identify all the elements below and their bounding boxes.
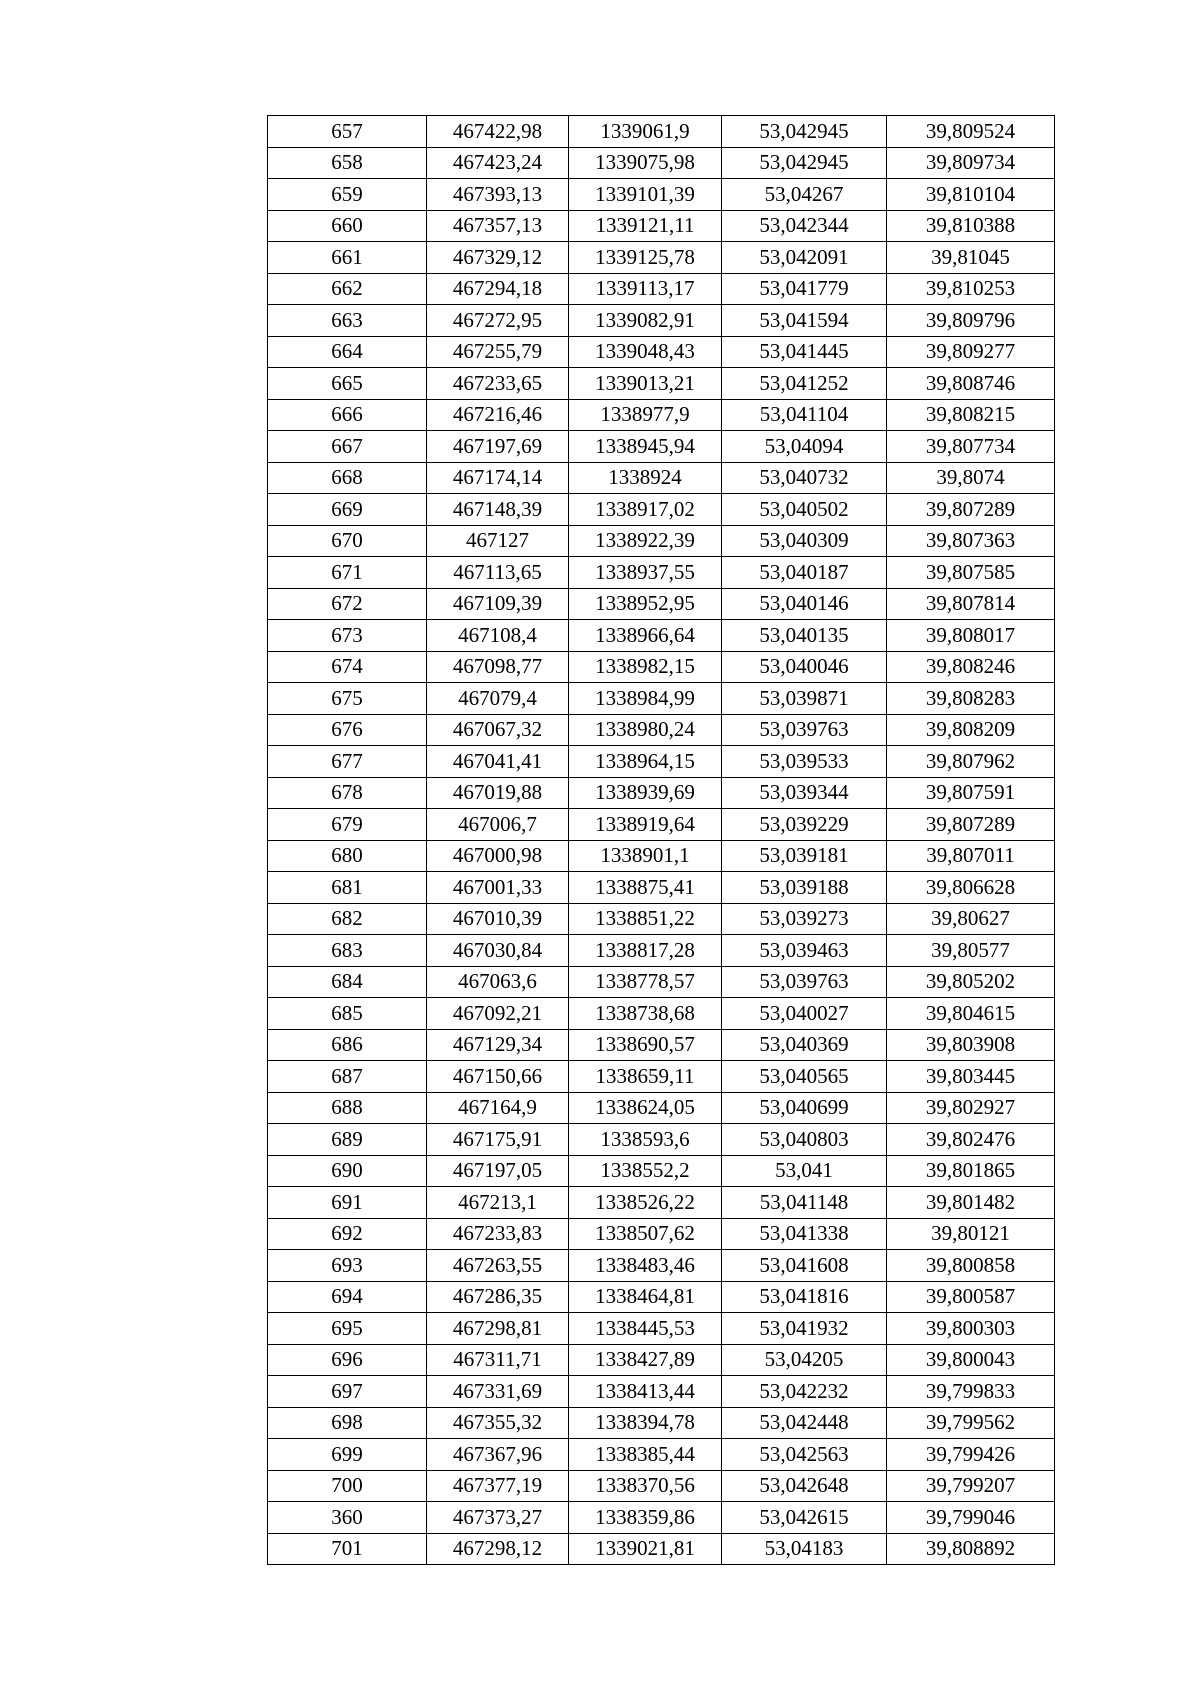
y-coordinate-cell: 1338917,02 [569, 494, 722, 526]
y-coordinate-cell: 1338922,39 [569, 525, 722, 557]
y-coordinate-cell: 1338964,15 [569, 746, 722, 778]
point-number-cell: 681 [268, 872, 427, 904]
longitude-cell: 39,810253 [887, 273, 1055, 305]
latitude-cell: 53,039344 [722, 777, 887, 809]
latitude-cell: 53,040135 [722, 620, 887, 652]
y-coordinate-cell: 1339061,9 [569, 116, 722, 148]
longitude-cell: 39,80577 [887, 935, 1055, 967]
table-row [268, 840, 1055, 872]
table-row [268, 1250, 1055, 1282]
table-row [268, 935, 1055, 967]
latitude-cell: 53,041594 [722, 305, 887, 337]
x-coordinate-cell: 467233,83 [427, 1218, 569, 1250]
latitude-cell: 53,040502 [722, 494, 887, 526]
latitude-cell: 53,042448 [722, 1407, 887, 1439]
longitude-cell: 39,803908 [887, 1029, 1055, 1061]
latitude-cell: 53,041252 [722, 368, 887, 400]
latitude-cell: 53,040803 [722, 1124, 887, 1156]
x-coordinate-cell: 467233,65 [427, 368, 569, 400]
x-coordinate-cell: 467109,39 [427, 588, 569, 620]
y-coordinate-cell: 1338738,68 [569, 998, 722, 1030]
latitude-cell: 53,041104 [722, 399, 887, 431]
longitude-cell: 39,809796 [887, 305, 1055, 337]
x-coordinate-cell: 467197,69 [427, 431, 569, 463]
longitude-cell: 39,799046 [887, 1502, 1055, 1534]
y-coordinate-cell: 1338980,24 [569, 714, 722, 746]
latitude-cell: 53,042945 [722, 116, 887, 148]
latitude-cell: 53,041608 [722, 1250, 887, 1282]
table-row [268, 1470, 1055, 1502]
table-row [268, 525, 1055, 557]
longitude-cell: 39,800858 [887, 1250, 1055, 1282]
longitude-cell: 39,807962 [887, 746, 1055, 778]
x-coordinate-cell: 467393,13 [427, 179, 569, 211]
latitude-cell: 53,042648 [722, 1470, 887, 1502]
x-coordinate-cell: 467006,7 [427, 809, 569, 841]
longitude-cell: 39,809734 [887, 147, 1055, 179]
table-row [268, 588, 1055, 620]
table-row [268, 494, 1055, 526]
point-number-cell: 671 [268, 557, 427, 589]
table-row [268, 147, 1055, 179]
latitude-cell: 53,040146 [722, 588, 887, 620]
table-row [268, 1029, 1055, 1061]
x-coordinate-cell: 467423,24 [427, 147, 569, 179]
x-coordinate-cell: 467129,34 [427, 1029, 569, 1061]
latitude-cell: 53,039188 [722, 872, 887, 904]
y-coordinate-cell: 1338427,89 [569, 1344, 722, 1376]
point-number-cell: 658 [268, 147, 427, 179]
table-row [268, 1061, 1055, 1093]
table-row [268, 305, 1055, 337]
y-coordinate-cell: 1339101,39 [569, 179, 722, 211]
coordinates-table-body [268, 116, 1055, 1565]
table-row [268, 1218, 1055, 1250]
longitude-cell: 39,80121 [887, 1218, 1055, 1250]
x-coordinate-cell: 467213,1 [427, 1187, 569, 1219]
point-number-cell: 657 [268, 116, 427, 148]
longitude-cell: 39,8074 [887, 462, 1055, 494]
x-coordinate-cell: 467175,91 [427, 1124, 569, 1156]
longitude-cell: 39,807363 [887, 525, 1055, 557]
latitude-cell: 53,042232 [722, 1376, 887, 1408]
table-row [268, 651, 1055, 683]
latitude-cell: 53,042615 [722, 1502, 887, 1534]
table-row [268, 1439, 1055, 1471]
latitude-cell: 53,040046 [722, 651, 887, 683]
y-coordinate-cell: 1339082,91 [569, 305, 722, 337]
y-coordinate-cell: 1338359,86 [569, 1502, 722, 1534]
table-row [268, 557, 1055, 589]
table-row [268, 368, 1055, 400]
x-coordinate-cell: 467298,81 [427, 1313, 569, 1345]
table-row [268, 746, 1055, 778]
x-coordinate-cell: 467367,96 [427, 1439, 569, 1471]
latitude-cell: 53,04183 [722, 1533, 887, 1565]
y-coordinate-cell: 1338385,44 [569, 1439, 722, 1471]
y-coordinate-cell: 1338875,41 [569, 872, 722, 904]
y-coordinate-cell: 1338851,22 [569, 903, 722, 935]
table-row [268, 714, 1055, 746]
longitude-cell: 39,804615 [887, 998, 1055, 1030]
coordinates-table [267, 115, 1055, 1565]
latitude-cell: 53,042945 [722, 147, 887, 179]
longitude-cell: 39,809277 [887, 336, 1055, 368]
longitude-cell: 39,799207 [887, 1470, 1055, 1502]
table-row [268, 431, 1055, 463]
point-number-cell: 688 [268, 1092, 427, 1124]
y-coordinate-cell: 1338919,64 [569, 809, 722, 841]
latitude-cell: 53,041816 [722, 1281, 887, 1313]
point-number-cell: 698 [268, 1407, 427, 1439]
longitude-cell: 39,799426 [887, 1439, 1055, 1471]
x-coordinate-cell: 467174,14 [427, 462, 569, 494]
x-coordinate-cell: 467331,69 [427, 1376, 569, 1408]
y-coordinate-cell: 1339125,78 [569, 242, 722, 274]
point-number-cell: 699 [268, 1439, 427, 1471]
table-row [268, 1533, 1055, 1565]
point-number-cell: 663 [268, 305, 427, 337]
latitude-cell: 53,041779 [722, 273, 887, 305]
x-coordinate-cell: 467355,32 [427, 1407, 569, 1439]
longitude-cell: 39,800587 [887, 1281, 1055, 1313]
longitude-cell: 39,810388 [887, 210, 1055, 242]
x-coordinate-cell: 467150,66 [427, 1061, 569, 1093]
y-coordinate-cell: 1338901,1 [569, 840, 722, 872]
latitude-cell: 53,039763 [722, 714, 887, 746]
y-coordinate-cell: 1338984,99 [569, 683, 722, 715]
x-coordinate-cell: 467294,18 [427, 273, 569, 305]
point-number-cell: 685 [268, 998, 427, 1030]
longitude-cell: 39,800303 [887, 1313, 1055, 1345]
latitude-cell: 53,039533 [722, 746, 887, 778]
y-coordinate-cell: 1338945,94 [569, 431, 722, 463]
y-coordinate-cell: 1338659,11 [569, 1061, 722, 1093]
latitude-cell: 53,039763 [722, 966, 887, 998]
x-coordinate-cell: 467030,84 [427, 935, 569, 967]
longitude-cell: 39,808017 [887, 620, 1055, 652]
point-number-cell: 689 [268, 1124, 427, 1156]
table-row [268, 1376, 1055, 1408]
latitude-cell: 53,039181 [722, 840, 887, 872]
point-number-cell: 670 [268, 525, 427, 557]
table-row [268, 336, 1055, 368]
longitude-cell: 39,807591 [887, 777, 1055, 809]
point-number-cell: 695 [268, 1313, 427, 1345]
table-row [268, 399, 1055, 431]
point-number-cell: 673 [268, 620, 427, 652]
point-number-cell: 675 [268, 683, 427, 715]
longitude-cell: 39,808215 [887, 399, 1055, 431]
longitude-cell: 39,803445 [887, 1061, 1055, 1093]
y-coordinate-cell: 1338507,62 [569, 1218, 722, 1250]
y-coordinate-cell: 1338924 [569, 462, 722, 494]
y-coordinate-cell: 1338552,2 [569, 1155, 722, 1187]
latitude-cell: 53,040565 [722, 1061, 887, 1093]
table-row [268, 903, 1055, 935]
x-coordinate-cell: 467298,12 [427, 1533, 569, 1565]
latitude-cell: 53,039273 [722, 903, 887, 935]
x-coordinate-cell: 467272,95 [427, 305, 569, 337]
y-coordinate-cell: 1338464,81 [569, 1281, 722, 1313]
x-coordinate-cell: 467377,19 [427, 1470, 569, 1502]
y-coordinate-cell: 1339121,11 [569, 210, 722, 242]
y-coordinate-cell: 1338593,6 [569, 1124, 722, 1156]
x-coordinate-cell: 467098,77 [427, 651, 569, 683]
y-coordinate-cell: 1338778,57 [569, 966, 722, 998]
table-row [268, 620, 1055, 652]
table-row [268, 1502, 1055, 1534]
table-row [268, 116, 1055, 148]
x-coordinate-cell: 467108,4 [427, 620, 569, 652]
table-row [268, 1281, 1055, 1313]
latitude-cell: 53,042563 [722, 1439, 887, 1471]
point-number-cell: 677 [268, 746, 427, 778]
latitude-cell: 53,040027 [722, 998, 887, 1030]
x-coordinate-cell: 467197,05 [427, 1155, 569, 1187]
longitude-cell: 39,799562 [887, 1407, 1055, 1439]
point-number-cell: 360 [268, 1502, 427, 1534]
x-coordinate-cell: 467000,98 [427, 840, 569, 872]
x-coordinate-cell: 467255,79 [427, 336, 569, 368]
longitude-cell: 39,808892 [887, 1533, 1055, 1565]
x-coordinate-cell: 467422,98 [427, 116, 569, 148]
x-coordinate-cell: 467286,35 [427, 1281, 569, 1313]
x-coordinate-cell: 467001,33 [427, 872, 569, 904]
x-coordinate-cell: 467019,88 [427, 777, 569, 809]
latitude-cell: 53,039463 [722, 935, 887, 967]
table-row [268, 1407, 1055, 1439]
x-coordinate-cell: 467148,39 [427, 494, 569, 526]
latitude-cell: 53,041148 [722, 1187, 887, 1219]
longitude-cell: 39,807814 [887, 588, 1055, 620]
y-coordinate-cell: 1338817,28 [569, 935, 722, 967]
y-coordinate-cell: 1338977,9 [569, 399, 722, 431]
y-coordinate-cell: 1338413,44 [569, 1376, 722, 1408]
x-coordinate-cell: 467311,71 [427, 1344, 569, 1376]
longitude-cell: 39,800043 [887, 1344, 1055, 1376]
table-row [268, 683, 1055, 715]
y-coordinate-cell: 1338526,22 [569, 1187, 722, 1219]
point-number-cell: 672 [268, 588, 427, 620]
point-number-cell: 678 [268, 777, 427, 809]
point-number-cell: 682 [268, 903, 427, 935]
latitude-cell: 53,040309 [722, 525, 887, 557]
latitude-cell: 53,041338 [722, 1218, 887, 1250]
latitude-cell: 53,039871 [722, 683, 887, 715]
table-row [268, 462, 1055, 494]
point-number-cell: 665 [268, 368, 427, 400]
table-row [268, 1313, 1055, 1345]
y-coordinate-cell: 1338394,78 [569, 1407, 722, 1439]
point-number-cell: 680 [268, 840, 427, 872]
table-row [268, 998, 1055, 1030]
latitude-cell: 53,041 [722, 1155, 887, 1187]
table-row [268, 809, 1055, 841]
point-number-cell: 676 [268, 714, 427, 746]
table-row [268, 1155, 1055, 1187]
point-number-cell: 696 [268, 1344, 427, 1376]
point-number-cell: 667 [268, 431, 427, 463]
longitude-cell: 39,810104 [887, 179, 1055, 211]
x-coordinate-cell: 467113,65 [427, 557, 569, 589]
latitude-cell: 53,04094 [722, 431, 887, 463]
latitude-cell: 53,039229 [722, 809, 887, 841]
y-coordinate-cell: 1338624,05 [569, 1092, 722, 1124]
point-number-cell: 668 [268, 462, 427, 494]
longitude-cell: 39,807289 [887, 809, 1055, 841]
latitude-cell: 53,040699 [722, 1092, 887, 1124]
longitude-cell: 39,808246 [887, 651, 1055, 683]
y-coordinate-cell: 1338937,55 [569, 557, 722, 589]
latitude-cell: 53,040369 [722, 1029, 887, 1061]
longitude-cell: 39,807734 [887, 431, 1055, 463]
longitude-cell: 39,809524 [887, 116, 1055, 148]
y-coordinate-cell: 1338982,15 [569, 651, 722, 683]
longitude-cell: 39,81045 [887, 242, 1055, 274]
point-number-cell: 683 [268, 935, 427, 967]
table-row [268, 966, 1055, 998]
point-number-cell: 660 [268, 210, 427, 242]
point-number-cell: 690 [268, 1155, 427, 1187]
table-row [268, 777, 1055, 809]
table-row [268, 242, 1055, 274]
longitude-cell: 39,808209 [887, 714, 1055, 746]
longitude-cell: 39,802927 [887, 1092, 1055, 1124]
table-row [268, 273, 1055, 305]
y-coordinate-cell: 1339013,21 [569, 368, 722, 400]
y-coordinate-cell: 1339048,43 [569, 336, 722, 368]
latitude-cell: 53,042344 [722, 210, 887, 242]
y-coordinate-cell: 1339075,98 [569, 147, 722, 179]
point-number-cell: 694 [268, 1281, 427, 1313]
table-row [268, 872, 1055, 904]
latitude-cell: 53,041445 [722, 336, 887, 368]
longitude-cell: 39,807011 [887, 840, 1055, 872]
table-row [268, 1124, 1055, 1156]
y-coordinate-cell: 1338483,46 [569, 1250, 722, 1282]
point-number-cell: 687 [268, 1061, 427, 1093]
point-number-cell: 664 [268, 336, 427, 368]
y-coordinate-cell: 1339021,81 [569, 1533, 722, 1565]
longitude-cell: 39,802476 [887, 1124, 1055, 1156]
point-number-cell: 691 [268, 1187, 427, 1219]
longitude-cell: 39,808746 [887, 368, 1055, 400]
y-coordinate-cell: 1338939,69 [569, 777, 722, 809]
latitude-cell: 53,04205 [722, 1344, 887, 1376]
point-number-cell: 701 [268, 1533, 427, 1565]
x-coordinate-cell: 467263,55 [427, 1250, 569, 1282]
table-row [268, 179, 1055, 211]
y-coordinate-cell: 1339113,17 [569, 273, 722, 305]
longitude-cell: 39,801865 [887, 1155, 1055, 1187]
longitude-cell: 39,80627 [887, 903, 1055, 935]
point-number-cell: 659 [268, 179, 427, 211]
point-number-cell: 693 [268, 1250, 427, 1282]
x-coordinate-cell: 467079,4 [427, 683, 569, 715]
longitude-cell: 39,807289 [887, 494, 1055, 526]
latitude-cell: 53,042091 [722, 242, 887, 274]
point-number-cell: 692 [268, 1218, 427, 1250]
table-row [268, 1344, 1055, 1376]
longitude-cell: 39,808283 [887, 683, 1055, 715]
x-coordinate-cell: 467164,9 [427, 1092, 569, 1124]
y-coordinate-cell: 1338966,64 [569, 620, 722, 652]
table-row [268, 1187, 1055, 1219]
point-number-cell: 684 [268, 966, 427, 998]
table-row [268, 1092, 1055, 1124]
point-number-cell: 662 [268, 273, 427, 305]
latitude-cell: 53,040732 [722, 462, 887, 494]
x-coordinate-cell: 467092,21 [427, 998, 569, 1030]
y-coordinate-cell: 1338952,95 [569, 588, 722, 620]
x-coordinate-cell: 467010,39 [427, 903, 569, 935]
point-number-cell: 700 [268, 1470, 427, 1502]
point-number-cell: 669 [268, 494, 427, 526]
longitude-cell: 39,805202 [887, 966, 1055, 998]
x-coordinate-cell: 467063,6 [427, 966, 569, 998]
x-coordinate-cell: 467127 [427, 525, 569, 557]
longitude-cell: 39,806628 [887, 872, 1055, 904]
longitude-cell: 39,801482 [887, 1187, 1055, 1219]
point-number-cell: 679 [268, 809, 427, 841]
point-number-cell: 661 [268, 242, 427, 274]
point-number-cell: 666 [268, 399, 427, 431]
y-coordinate-cell: 1338445,53 [569, 1313, 722, 1345]
point-number-cell: 674 [268, 651, 427, 683]
x-coordinate-cell: 467329,12 [427, 242, 569, 274]
longitude-cell: 39,807585 [887, 557, 1055, 589]
latitude-cell: 53,04267 [722, 179, 887, 211]
longitude-cell: 39,799833 [887, 1376, 1055, 1408]
table-row [268, 210, 1055, 242]
x-coordinate-cell: 467373,27 [427, 1502, 569, 1534]
point-number-cell: 697 [268, 1376, 427, 1408]
point-number-cell: 686 [268, 1029, 427, 1061]
latitude-cell: 53,041932 [722, 1313, 887, 1345]
y-coordinate-cell: 1338690,57 [569, 1029, 722, 1061]
y-coordinate-cell: 1338370,56 [569, 1470, 722, 1502]
latitude-cell: 53,040187 [722, 557, 887, 589]
x-coordinate-cell: 467357,13 [427, 210, 569, 242]
x-coordinate-cell: 467067,32 [427, 714, 569, 746]
x-coordinate-cell: 467216,46 [427, 399, 569, 431]
x-coordinate-cell: 467041,41 [427, 746, 569, 778]
